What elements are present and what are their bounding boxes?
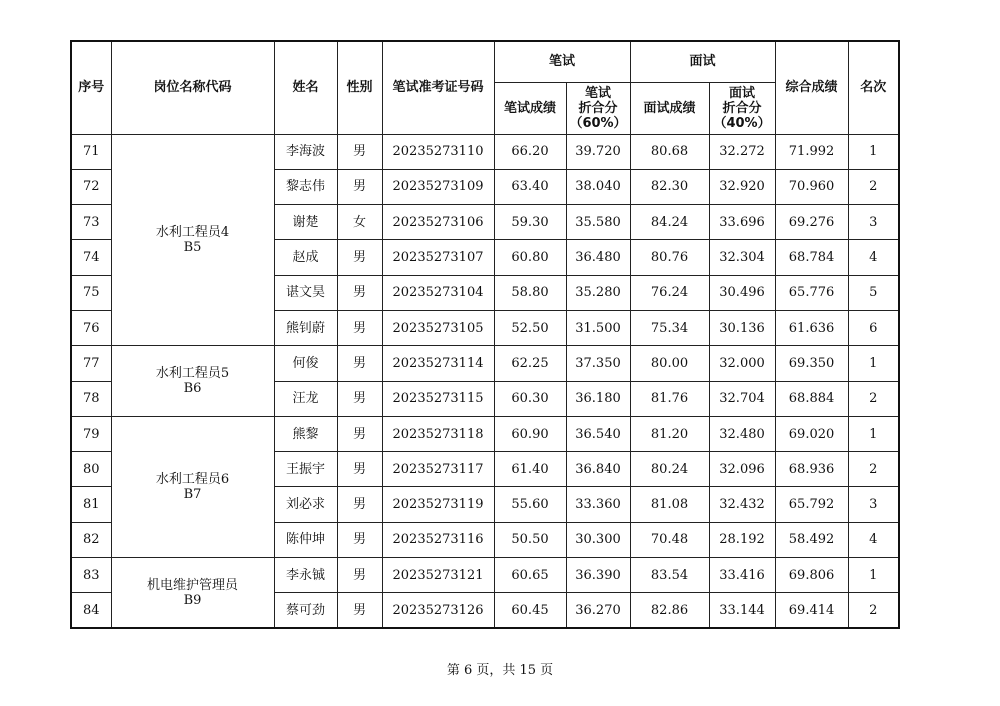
cell-interview-score: 75.34 bbox=[630, 310, 709, 345]
cell-interview-weighted: 32.920 bbox=[709, 169, 775, 204]
cell-interview-weighted: 32.432 bbox=[709, 487, 775, 522]
cell-position bbox=[111, 416, 274, 557]
header-written-weighted-line3: （60%） bbox=[569, 115, 627, 131]
position-name: 水利工程员4 bbox=[155, 224, 230, 240]
cell-name: 李永铖 bbox=[274, 558, 337, 593]
cell-gender: 女 bbox=[337, 205, 382, 240]
cell-written-weighted: 31.500 bbox=[566, 310, 630, 345]
cell-gender: 男 bbox=[337, 522, 382, 557]
cell-interview-weighted: 32.704 bbox=[709, 381, 775, 416]
cell-interview-score: 76.24 bbox=[630, 275, 709, 310]
cell-written-score: 52.50 bbox=[494, 310, 566, 345]
cell-name: 陈仲坤 bbox=[274, 522, 337, 557]
cell-exam-id: 20235273116 bbox=[382, 522, 494, 557]
cell-interview-weighted: 32.304 bbox=[709, 240, 775, 275]
header-written-weighted-line2: 折合分 bbox=[578, 100, 618, 116]
cell-written-weighted: 33.360 bbox=[566, 487, 630, 522]
cell-gender: 男 bbox=[337, 240, 382, 275]
cell-written-weighted: 35.280 bbox=[566, 275, 630, 310]
header-interview-score: 面试成绩 bbox=[630, 82, 709, 134]
cell-position bbox=[111, 558, 274, 629]
cell-name: 刘必求 bbox=[274, 487, 337, 522]
table-header bbox=[71, 41, 899, 134]
cell-name: 汪龙 bbox=[274, 381, 337, 416]
cell-exam-id: 20235273121 bbox=[382, 558, 494, 593]
cell-written-score: 60.90 bbox=[494, 416, 566, 451]
cell-name: 王振宇 bbox=[274, 452, 337, 487]
cell-interview-score: 83.54 bbox=[630, 558, 709, 593]
cell-name: 熊钊蔚 bbox=[274, 310, 337, 345]
cell-exam-id: 20235273110 bbox=[382, 134, 494, 169]
score-table bbox=[70, 40, 900, 629]
cell-total: 69.414 bbox=[775, 593, 848, 628]
header-written-weighted bbox=[566, 82, 630, 134]
position-code: B6 bbox=[183, 381, 202, 397]
cell-gender: 男 bbox=[337, 134, 382, 169]
cell-name: 何俊 bbox=[274, 346, 337, 381]
cell-total: 69.020 bbox=[775, 416, 848, 451]
cell-seq: 73 bbox=[71, 205, 111, 240]
cell-exam-id: 20235273118 bbox=[382, 416, 494, 451]
cell-rank: 1 bbox=[848, 416, 899, 451]
cell-interview-score: 81.76 bbox=[630, 381, 709, 416]
cell-total: 68.784 bbox=[775, 240, 848, 275]
cell-total: 70.960 bbox=[775, 169, 848, 204]
cell-rank: 2 bbox=[848, 593, 899, 628]
cell-written-score: 63.40 bbox=[494, 169, 566, 204]
header-position: 岗位名称代码 bbox=[111, 41, 274, 134]
cell-gender: 男 bbox=[337, 487, 382, 522]
cell-gender: 男 bbox=[337, 381, 382, 416]
cell-written-weighted: 36.840 bbox=[566, 452, 630, 487]
cell-written-score: 58.80 bbox=[494, 275, 566, 310]
header-interview-weighted bbox=[709, 82, 775, 134]
cell-name: 谌文昊 bbox=[274, 275, 337, 310]
cell-rank: 3 bbox=[848, 487, 899, 522]
cell-exam-id: 20235273107 bbox=[382, 240, 494, 275]
cell-written-weighted: 36.270 bbox=[566, 593, 630, 628]
header-rank: 名次 bbox=[848, 41, 899, 134]
cell-seq: 71 bbox=[71, 134, 111, 169]
cell-seq: 83 bbox=[71, 558, 111, 593]
cell-total: 69.276 bbox=[775, 205, 848, 240]
cell-name: 黎志伟 bbox=[274, 169, 337, 204]
cell-interview-score: 82.86 bbox=[630, 593, 709, 628]
cell-exam-id: 20235273115 bbox=[382, 381, 494, 416]
cell-interview-score: 81.20 bbox=[630, 416, 709, 451]
cell-exam-id: 20235273106 bbox=[382, 205, 494, 240]
cell-interview-weighted: 32.096 bbox=[709, 452, 775, 487]
cell-written-weighted: 36.540 bbox=[566, 416, 630, 451]
cell-seq: 79 bbox=[71, 416, 111, 451]
position-code: B5 bbox=[183, 239, 202, 255]
cell-gender: 男 bbox=[337, 169, 382, 204]
cell-interview-score: 80.68 bbox=[630, 134, 709, 169]
cell-written-score: 60.30 bbox=[494, 381, 566, 416]
cell-interview-weighted: 33.696 bbox=[709, 205, 775, 240]
header-interview-weighted-line1: 面试 bbox=[729, 85, 756, 101]
cell-interview-score: 84.24 bbox=[630, 205, 709, 240]
cell-written-weighted: 35.580 bbox=[566, 205, 630, 240]
cell-gender: 男 bbox=[337, 593, 382, 628]
cell-exam-id: 20235273114 bbox=[382, 346, 494, 381]
cell-interview-score: 70.48 bbox=[630, 522, 709, 557]
cell-written-score: 66.20 bbox=[494, 134, 566, 169]
cell-gender: 男 bbox=[337, 346, 382, 381]
cell-interview-weighted: 28.192 bbox=[709, 522, 775, 557]
cell-exam-id: 20235273109 bbox=[382, 169, 494, 204]
cell-exam-id: 20235273119 bbox=[382, 487, 494, 522]
header-interview-group: 面试 bbox=[630, 41, 775, 82]
cell-gender: 男 bbox=[337, 310, 382, 345]
cell-interview-score: 81.08 bbox=[630, 487, 709, 522]
cell-seq: 80 bbox=[71, 452, 111, 487]
cell-name: 蔡可劲 bbox=[274, 593, 337, 628]
cell-rank: 6 bbox=[848, 310, 899, 345]
cell-interview-score: 80.00 bbox=[630, 346, 709, 381]
cell-rank: 1 bbox=[848, 558, 899, 593]
position-name: 机电维护管理员 bbox=[146, 577, 238, 593]
cell-total: 69.350 bbox=[775, 346, 848, 381]
cell-gender: 男 bbox=[337, 416, 382, 451]
cell-rank: 2 bbox=[848, 169, 899, 204]
cell-interview-weighted: 30.136 bbox=[709, 310, 775, 345]
table-row bbox=[71, 416, 899, 451]
cell-exam-id: 20235273126 bbox=[382, 593, 494, 628]
cell-rank: 1 bbox=[848, 134, 899, 169]
cell-interview-score: 80.76 bbox=[630, 240, 709, 275]
cell-seq: 74 bbox=[71, 240, 111, 275]
position-name: 水利工程员5 bbox=[155, 366, 230, 382]
position-code: B9 bbox=[183, 592, 202, 608]
cell-rank: 3 bbox=[848, 205, 899, 240]
cell-total: 65.792 bbox=[775, 487, 848, 522]
header-written-group: 笔试 bbox=[494, 41, 630, 82]
cell-gender: 男 bbox=[337, 275, 382, 310]
cell-interview-score: 80.24 bbox=[630, 452, 709, 487]
cell-seq: 81 bbox=[71, 487, 111, 522]
cell-seq: 77 bbox=[71, 346, 111, 381]
cell-written-weighted: 39.720 bbox=[566, 134, 630, 169]
table-body bbox=[71, 134, 899, 628]
cell-written-score: 50.50 bbox=[494, 522, 566, 557]
header-name: 姓名 bbox=[274, 41, 337, 134]
position-code: B7 bbox=[183, 486, 202, 502]
cell-written-weighted: 37.350 bbox=[566, 346, 630, 381]
cell-interview-score: 82.30 bbox=[630, 169, 709, 204]
cell-written-weighted: 36.480 bbox=[566, 240, 630, 275]
cell-position bbox=[111, 134, 274, 346]
cell-seq: 78 bbox=[71, 381, 111, 416]
cell-total: 58.492 bbox=[775, 522, 848, 557]
cell-total: 71.992 bbox=[775, 134, 848, 169]
cell-seq: 75 bbox=[71, 275, 111, 310]
cell-gender: 男 bbox=[337, 558, 382, 593]
cell-exam-id: 20235273104 bbox=[382, 275, 494, 310]
cell-rank: 2 bbox=[848, 381, 899, 416]
cell-written-weighted: 30.300 bbox=[566, 522, 630, 557]
cell-rank: 4 bbox=[848, 522, 899, 557]
cell-rank: 1 bbox=[848, 346, 899, 381]
cell-interview-weighted: 33.416 bbox=[709, 558, 775, 593]
position-name: 水利工程员6 bbox=[155, 471, 230, 487]
cell-written-weighted: 36.180 bbox=[566, 381, 630, 416]
table-row bbox=[71, 346, 899, 381]
cell-written-score: 60.80 bbox=[494, 240, 566, 275]
header-gender: 性别 bbox=[337, 41, 382, 134]
header-total: 综合成绩 bbox=[775, 41, 848, 134]
cell-written-weighted: 38.040 bbox=[566, 169, 630, 204]
cell-exam-id: 20235273105 bbox=[382, 310, 494, 345]
cell-interview-weighted: 32.272 bbox=[709, 134, 775, 169]
table-row bbox=[71, 558, 899, 593]
cell-rank: 2 bbox=[848, 452, 899, 487]
cell-written-score: 60.45 bbox=[494, 593, 566, 628]
cell-exam-id: 20235273117 bbox=[382, 452, 494, 487]
page-footer: 第 6 页，共 15 页 bbox=[446, 663, 554, 678]
header-seq: 序号 bbox=[71, 41, 111, 134]
cell-position bbox=[111, 346, 274, 417]
header-written-weighted-line1: 笔试 bbox=[585, 85, 612, 101]
cell-seq: 76 bbox=[71, 310, 111, 345]
cell-written-score: 59.30 bbox=[494, 205, 566, 240]
cell-interview-weighted: 32.480 bbox=[709, 416, 775, 451]
header-interview-weighted-line3: （40%） bbox=[713, 115, 771, 131]
header-written-score: 笔试成绩 bbox=[494, 82, 566, 134]
cell-name: 李海波 bbox=[274, 134, 337, 169]
cell-written-weighted: 36.390 bbox=[566, 558, 630, 593]
cell-interview-weighted: 32.000 bbox=[709, 346, 775, 381]
cell-rank: 4 bbox=[848, 240, 899, 275]
cell-written-score: 55.60 bbox=[494, 487, 566, 522]
table-row bbox=[71, 134, 899, 169]
cell-interview-weighted: 33.144 bbox=[709, 593, 775, 628]
cell-seq: 82 bbox=[71, 522, 111, 557]
cell-total: 65.776 bbox=[775, 275, 848, 310]
header-exam-id: 笔试准考证号码 bbox=[382, 41, 494, 134]
cell-seq: 84 bbox=[71, 593, 111, 628]
cell-written-score: 61.40 bbox=[494, 452, 566, 487]
cell-name: 熊黎 bbox=[274, 416, 337, 451]
cell-total: 61.636 bbox=[775, 310, 848, 345]
header-interview-weighted-line2: 折合分 bbox=[722, 100, 762, 116]
cell-gender: 男 bbox=[337, 452, 382, 487]
cell-name: 谢楚 bbox=[274, 205, 337, 240]
cell-name: 赵成 bbox=[274, 240, 337, 275]
cell-rank: 5 bbox=[848, 275, 899, 310]
cell-seq: 72 bbox=[71, 169, 111, 204]
cell-written-score: 60.65 bbox=[494, 558, 566, 593]
cell-total: 68.936 bbox=[775, 452, 848, 487]
cell-total: 69.806 bbox=[775, 558, 848, 593]
cell-total: 68.884 bbox=[775, 381, 848, 416]
cell-interview-weighted: 30.496 bbox=[709, 275, 775, 310]
cell-written-score: 62.25 bbox=[494, 346, 566, 381]
